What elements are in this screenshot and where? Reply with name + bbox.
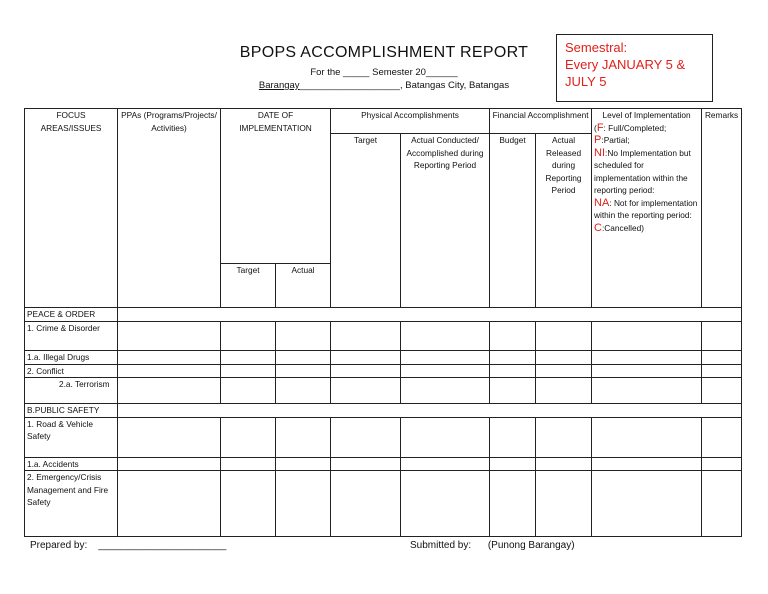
cell[interactable] — [536, 471, 592, 537]
cell[interactable] — [490, 350, 536, 364]
level-title: Level of Implementation — [602, 110, 691, 120]
legend-f-text: : Full/Completed; — [603, 122, 667, 133]
cell[interactable] — [221, 321, 276, 350]
submitted-by — [410, 540, 575, 551]
legend-p-text: :Partial; — [601, 135, 630, 145]
submitted-value: (Punong Barangay) — [487, 540, 575, 551]
cell[interactable] — [221, 350, 276, 364]
cell[interactable] — [490, 321, 536, 350]
cell[interactable] — [592, 364, 702, 378]
row-conflict: 2. Conflict — [25, 364, 118, 378]
cell[interactable] — [118, 321, 221, 350]
cell[interactable] — [490, 378, 536, 404]
header-remarks: Remarks — [702, 109, 742, 308]
notice-line-3: JULY 5 — [565, 74, 607, 89]
legend-ni-text: :No Implementation but scheduled for implementation within the reporting period: — [594, 147, 691, 195]
cell[interactable] — [331, 417, 401, 457]
cell[interactable] — [592, 321, 702, 350]
row-accidents: 1.a. Accidents — [25, 457, 118, 471]
cell[interactable] — [592, 471, 702, 537]
barangay-rest: ___________________, Batangas City, Batangas — [299, 80, 510, 91]
cell[interactable] — [592, 417, 702, 457]
header-level-of-implementation — [592, 109, 702, 308]
cell[interactable] — [276, 321, 331, 350]
report-title: BPOPS ACCOMPLISHMENT REPORT — [239, 44, 529, 61]
cell[interactable] — [536, 350, 592, 364]
header-date-of-implementation: DATE OF IMPLEMENTATION — [221, 109, 331, 264]
cell[interactable] — [592, 378, 702, 404]
cell[interactable] — [118, 364, 221, 378]
cell[interactable] — [118, 378, 221, 404]
table-row — [25, 378, 742, 404]
cell[interactable] — [536, 378, 592, 404]
prepared-by — [30, 540, 226, 551]
cell[interactable] — [221, 457, 276, 471]
cell[interactable] — [401, 378, 490, 404]
row-peace-order-span — [118, 308, 742, 322]
cell[interactable] — [401, 457, 490, 471]
cell[interactable] — [536, 321, 592, 350]
barangay-label: Barangay — [258, 80, 300, 91]
cell[interactable] — [702, 364, 742, 378]
cell[interactable] — [401, 471, 490, 537]
legend-c-code: C — [594, 221, 602, 234]
cell[interactable] — [702, 350, 742, 364]
cell[interactable] — [536, 364, 592, 378]
semestral-notice-box — [556, 34, 713, 102]
header-physical-actual: Actual Conducted/ Accomplished during Reporting Period — [401, 134, 490, 308]
cell[interactable] — [276, 378, 331, 404]
row-peace-order: PEACE & ORDER — [25, 308, 118, 322]
legend-ni-code: NI — [594, 146, 606, 159]
cell[interactable] — [536, 457, 592, 471]
cell[interactable] — [702, 471, 742, 537]
legend-no-implementation — [594, 147, 699, 197]
table-row — [25, 364, 742, 378]
cell[interactable] — [490, 417, 536, 457]
cell[interactable] — [331, 378, 401, 404]
cell[interactable] — [702, 378, 742, 404]
header-date-actual: Actual — [276, 264, 331, 308]
submitted-label: Submitted by: — [410, 540, 472, 551]
cell[interactable] — [401, 417, 490, 457]
cell[interactable] — [118, 417, 221, 457]
cell[interactable] — [276, 457, 331, 471]
cell[interactable] — [592, 457, 702, 471]
cell[interactable] — [331, 457, 401, 471]
legend-f-code: F — [596, 121, 604, 134]
table-row — [25, 471, 742, 537]
row-emergency-crisis: 2. Emergency/Crisis Management and Fire Safety — [25, 471, 118, 537]
header-focus-areas: FOCUS AREAS/ISSUES — [25, 109, 118, 308]
legend-partial — [594, 134, 699, 147]
table-row — [25, 457, 742, 471]
row-illegal-drugs: 1.a. Illegal Drugs — [25, 350, 118, 364]
cell[interactable] — [490, 364, 536, 378]
cell[interactable] — [118, 350, 221, 364]
cell[interactable] — [592, 350, 702, 364]
cell[interactable] — [331, 364, 401, 378]
accomplishment-table — [24, 108, 742, 537]
cell[interactable] — [401, 350, 490, 364]
prepared-label: Prepared by: — [30, 540, 88, 551]
header-financial-accomplishment: Financial Accomplishment — [490, 109, 592, 134]
row-road-vehicle-safety: 1. Road & Vehicle Safety — [25, 417, 118, 457]
semester-line: For the _____ Semester 20______ — [310, 67, 458, 78]
table-row — [25, 350, 742, 364]
cell[interactable] — [331, 471, 401, 537]
cell[interactable] — [702, 457, 742, 471]
row-terrorism: 2.a. Terrorism — [25, 378, 118, 404]
row-public-safety: B.PUBLIC SAFETY — [25, 404, 118, 418]
cell[interactable] — [401, 364, 490, 378]
notice-line-2: Every JANUARY 5 & — [565, 57, 686, 72]
legend-p-code: P — [594, 134, 602, 146]
legend-not-applicable — [594, 197, 699, 222]
cell[interactable] — [490, 457, 536, 471]
header-physical-accomplishments: Physical Accomplishments — [331, 109, 490, 134]
row-crime-disorder: 1. Crime & Disorder — [25, 321, 118, 350]
header-date-target: Target — [221, 264, 276, 308]
legend-na-code: NA — [594, 196, 610, 209]
row-public-safety-span — [118, 404, 742, 418]
cell[interactable] — [118, 457, 221, 471]
cell[interactable] — [401, 321, 490, 350]
cell[interactable] — [536, 417, 592, 457]
cell[interactable] — [331, 321, 401, 350]
header-physical-target: Target — [331, 134, 401, 308]
legend-cancelled — [594, 222, 699, 235]
cell[interactable] — [490, 471, 536, 537]
table-row — [25, 321, 742, 350]
legend-na-text: : Not for implementation within the reporting period: — [594, 197, 698, 220]
header-actual-released: Actual Released during Reporting Period — [536, 134, 592, 308]
cell[interactable] — [702, 417, 742, 457]
header-budget: Budget — [490, 134, 536, 308]
cell[interactable] — [276, 471, 331, 537]
cell[interactable] — [276, 350, 331, 364]
header-ppas: PPAs (Programs/Projects/ Activities) — [118, 109, 221, 308]
prepared-signature-line[interactable]: _______________________ — [98, 540, 227, 551]
table-row — [25, 417, 742, 457]
cell[interactable] — [331, 350, 401, 364]
cell[interactable] — [221, 364, 276, 378]
cell[interactable] — [221, 417, 276, 457]
legend-c-text: :Cancelled) — [602, 222, 644, 233]
cell[interactable] — [221, 471, 276, 537]
cell[interactable] — [118, 471, 221, 537]
cell[interactable] — [702, 321, 742, 350]
cell[interactable] — [276, 417, 331, 457]
legend-full: (F: Full/Completed; — [594, 121, 667, 134]
cell[interactable] — [276, 364, 331, 378]
notice-line-1: Semestral: — [565, 40, 628, 55]
cell[interactable] — [221, 378, 276, 404]
